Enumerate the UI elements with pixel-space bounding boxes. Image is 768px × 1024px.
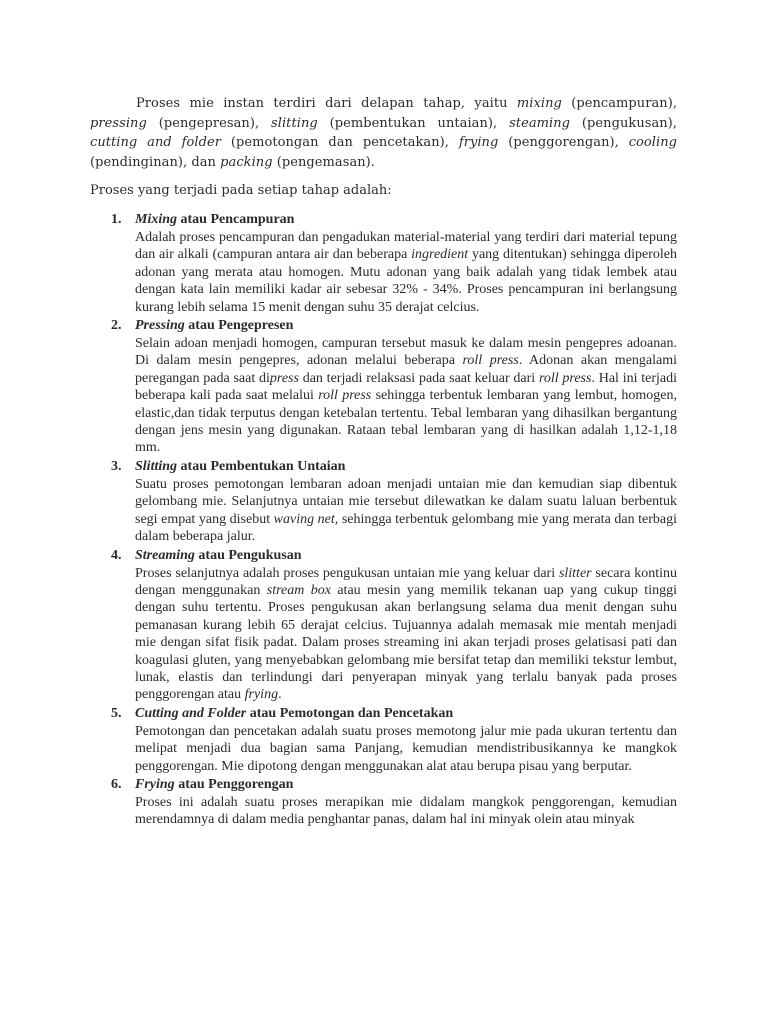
term-cooling: cooling bbox=[628, 135, 677, 150]
step-title bbox=[135, 546, 677, 565]
term-mixing: mixing bbox=[516, 96, 562, 111]
step-title-rest: atau Pengukusan bbox=[194, 547, 302, 563]
intro-text: (pendinginan), dan bbox=[90, 154, 221, 170]
steps-lead-sentence: Proses yang terjadi pada setiap tahap adalah: bbox=[90, 183, 392, 198]
step-body-text: atau mesin yang memilik tekanan uap yang cukup tinggi dengan suhu tertentu. Proses pengukusan akan berlangsung selama dua menit dengan suhu pemanasan kurang lebih 65 derajat celcius. Tujuannya adalah memasak mie mentah menjadi mie dengan sifat fisik padat. Dalam proses streaming ini akan terjadi proses gelatisasi pati dan koagulasi gluten, yang menyebabkan gelombang mie bersifat tetap dan memiliki tekstur lembut, lunak, elastis dan terlindungi dari penyerapan minyak yang terlalu banyak pada proses penggorengan atau bbox=[135, 582, 677, 703]
term-packing: packing bbox=[220, 154, 273, 170]
step-title-rest: atau Penggorengan bbox=[174, 776, 294, 792]
step-number: 3. bbox=[111, 458, 122, 474]
process-step bbox=[90, 316, 677, 457]
step-title-term: Mixing bbox=[135, 212, 178, 227]
step-body-term: slitter bbox=[558, 565, 592, 581]
step-body-term: stream box bbox=[266, 582, 331, 598]
step-number: 4. bbox=[111, 547, 122, 563]
step-body-term: roll press bbox=[462, 353, 519, 369]
intro-text: (pemotongan dan pencetakan), bbox=[220, 135, 459, 150]
step-number: 2. bbox=[111, 318, 122, 334]
step-body-term: ingredient bbox=[411, 247, 469, 263]
term-slitting: slitting bbox=[271, 115, 318, 131]
step-title-term: Cutting and Folder bbox=[135, 705, 247, 721]
step-body-text: Pemotongan dan pencetakan adalah suatu proses memotong jalur mie pada ukuran tertentu dan melipat menjadi dua bagian sama Panjang, kemudian mendistribusikannya ke mangkok penggorengan. Mie dipotong dengan menggunakan alat atau berupa pisau yang berputar. bbox=[135, 723, 677, 774]
step-body-text: Selain adoan menjadi homogen, campuran tersebut masuk ke dalam mesin pengepres adoanan. Di dalam mesin pengepres, adonan melalui beberapa bbox=[135, 336, 677, 369]
step-body bbox=[135, 335, 677, 457]
intro-text: Proses mie instan terdiri dari delapan tahap, yaitu bbox=[136, 96, 517, 111]
intro-text: (pencampuran), bbox=[561, 96, 677, 111]
intro-paragraph bbox=[90, 94, 677, 172]
process-steps-list bbox=[90, 210, 677, 829]
process-step bbox=[90, 775, 677, 829]
step-body-text: . Hal ini terjadi beberapa kali pada saat melalui bbox=[135, 370, 677, 404]
step-title bbox=[135, 775, 677, 794]
step-body bbox=[135, 794, 677, 829]
step-body-text: sehingga terbentuk gelombang mie yang merata dan terbagi dalam beberapa jalur. bbox=[135, 511, 677, 545]
intro-text: (pembentukan untaian), bbox=[317, 115, 510, 131]
step-body-term: roll press bbox=[318, 388, 372, 404]
step-body-text: yang ditentukan) sehingga diperoleh adonan yang merata atau homogen. Mutu adonan yang baik adalah yang tidak lembek atau dengan kata lain memiliki kadar air sebesar 32% - 34%. Proses pencampuran ini berlangsung kurang lebih selama 15 menit dengan suhu 35 derajat celcius. bbox=[135, 247, 678, 315]
step-title-rest: atau Pemotongan dan Pencetakan bbox=[246, 705, 454, 721]
step-body-text: Adalah proses pencampuran dan pengadukan material-material yang terdiri dari material tepung dan air alkali (campuran antara air dan beberapa bbox=[135, 230, 677, 263]
step-title-term: Slitting bbox=[135, 458, 178, 474]
step-body-text: Suatu proses pemotongan lembaran adoan menjadi untaian mie dan kemudian siap dibentuk gelombang mie. Selanjutnya untaian mie tersebut dilewatkan ke dalam suatu laluan berbentuk segi empat yang disebut bbox=[135, 476, 677, 527]
process-step bbox=[90, 457, 677, 546]
step-body-term: frying bbox=[244, 687, 279, 703]
intro-text: (pengukusan), bbox=[570, 115, 677, 131]
term-steaming: steaming bbox=[509, 115, 571, 131]
term-frying: frying bbox=[458, 135, 499, 150]
step-title bbox=[135, 704, 677, 723]
step-title bbox=[135, 457, 677, 476]
term-pressing: pressing bbox=[90, 115, 147, 131]
step-title-term: Frying bbox=[135, 776, 175, 792]
process-step bbox=[90, 704, 677, 775]
step-title-term: Streaming bbox=[135, 547, 195, 563]
step-body-text: dan terjadi relaksasi pada saat keluar dari bbox=[298, 370, 539, 386]
step-number: 6. bbox=[111, 776, 122, 792]
step-body-text: . bbox=[278, 687, 282, 703]
step-body-term: press bbox=[269, 370, 299, 386]
step-body bbox=[135, 229, 677, 316]
step-body-text: . Adonan akan mengalami peregangan pada saat di bbox=[135, 353, 678, 386]
step-number: 5. bbox=[111, 705, 122, 721]
step-body bbox=[135, 723, 677, 775]
step-title-rest: atau Pengepresen bbox=[184, 318, 294, 334]
intro-text: (pengepresan), bbox=[146, 115, 272, 131]
step-title bbox=[135, 210, 677, 229]
process-step bbox=[90, 210, 677, 316]
term-cutting: cutting and folder bbox=[90, 135, 221, 150]
step-number: 1. bbox=[111, 212, 122, 227]
step-body-text: secara kontinu dengan menggunakan bbox=[135, 565, 678, 598]
step-title-rest: atau Pembentukan Untaian bbox=[177, 458, 346, 474]
step-title-rest: atau Pencampuran bbox=[177, 212, 295, 227]
step-body-text: sehingga terbentuk lembaran yang lembut, homogen, elastic,dan tidak terputus dengan ketebalan tertentu. Tebal lembaran yang dihasilkan bergantung dengan jens mesin yang digunakan. Rataan tebal lembaran yang di hasilkan adalah 1,12-1,18 mm. bbox=[135, 388, 677, 456]
step-body-text: Proses selanjutnya adalah proses pengukusan untaian mie yang keluar dari bbox=[135, 565, 559, 581]
step-body-term: waving net, bbox=[273, 511, 339, 527]
step-title bbox=[135, 316, 677, 335]
process-step bbox=[90, 546, 677, 704]
step-body bbox=[135, 476, 677, 546]
intro-text: (pengemasan). bbox=[272, 154, 375, 170]
step-title-term: Pressing bbox=[135, 318, 185, 334]
step-body-term: roll press bbox=[538, 370, 592, 386]
step-body-text: Proses ini adalah suatu proses merapikan mie didalam mangkok penggorengan, kemudian merendamnya di dalam media penghantar panas, dalam hal ini minyak olein atau minyak bbox=[135, 794, 677, 828]
intro-text: (penggorengan), bbox=[498, 135, 629, 150]
step-body bbox=[135, 565, 677, 704]
